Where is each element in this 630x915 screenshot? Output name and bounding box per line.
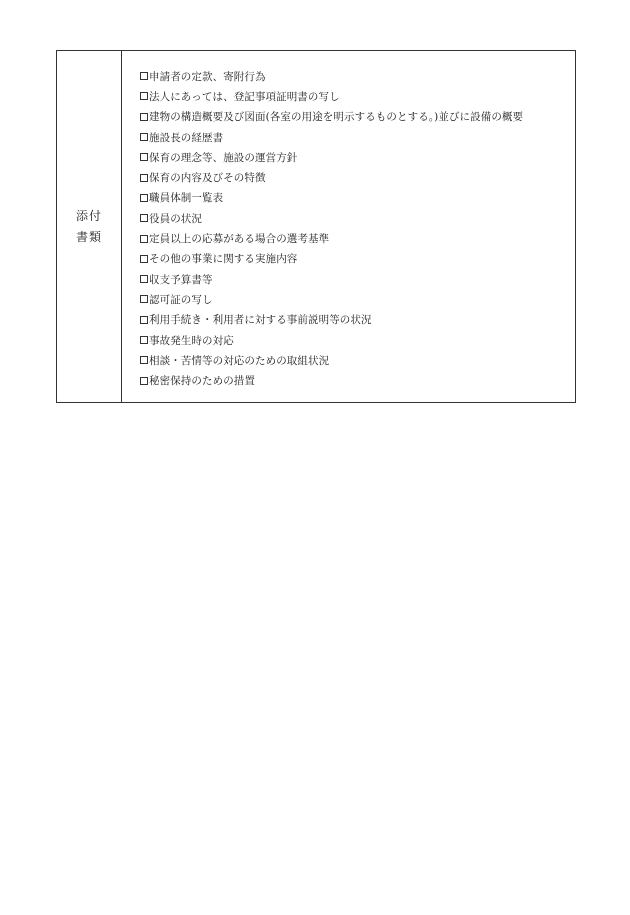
checklist-item-label: 保育の内容及びその特徴 [149,172,266,185]
checkbox-icon [140,214,148,222]
checklist-item-label: 施設長の経歴書 [149,131,224,144]
checklist-item [140,228,575,248]
checklist-item-label: 定員以上の応募がある場合の選考基準 [149,233,330,246]
checklist-item-label: 建物の構造概要及び図面(各室の用途を明示するものとする。)並びに設備の概要 [149,111,524,124]
checklist-item [140,86,575,106]
checklist-item [140,188,575,208]
checkbox-icon [140,275,148,283]
checkbox-icon [140,133,148,141]
checkbox-icon [140,235,148,243]
checklist-item [140,289,575,309]
checklist-item-label: 事故発生時の対応 [149,334,234,347]
checklist-item [140,147,575,167]
checklist-item-label: 役員の状況 [149,212,202,225]
checkbox-icon [140,194,148,202]
checklist-item-label: 職員体制一覧表 [149,192,224,205]
checkbox-icon [140,153,148,161]
label-line-1: 添付 [75,208,102,223]
checkbox-icon [140,92,148,100]
label-cell [57,51,122,402]
checklist-item-label: 申請者の定款、寄附行為 [149,70,266,83]
checklist-item [140,208,575,228]
checklist-item [140,107,575,127]
checklist [122,51,575,402]
checkbox-icon [140,336,148,344]
checklist-item-label: 利用手続き・利用者に対する事前説明等の状況 [149,314,372,327]
checkbox-icon [140,377,148,385]
checklist-item [140,310,575,330]
checkbox-icon [140,356,148,364]
checklist-item-label: 収支予算書等 [149,273,213,286]
checkbox-icon [140,255,148,263]
checklist-item [140,66,575,86]
label-line-2: 書類 [75,229,102,244]
checklist-item [140,330,575,350]
checklist-item-label: 相談・苦情等の対応のための取組状況 [149,354,330,367]
checklist-item-label: 法人にあっては、登記事項証明書の写し [149,90,340,103]
checklist-item-label: 保育の理念等、施設の運営方針 [149,151,298,164]
checklist-item-label: 認可証の写し [149,293,213,306]
checkbox-icon [140,295,148,303]
checklist-item [140,269,575,289]
checklist-item-label: 秘密保持のための措置 [149,375,255,388]
checklist-item [140,249,575,269]
checkbox-icon [140,316,148,324]
attached-documents-table [56,50,576,403]
checklist-item [140,127,575,147]
checkbox-icon [140,72,148,80]
checkbox-icon [140,174,148,182]
checkbox-icon [140,113,148,121]
checklist-item [140,167,575,187]
checklist-item-label: その他の事業に関する実施内容 [149,253,298,266]
checklist-item [140,370,575,390]
checklist-item [140,350,575,370]
